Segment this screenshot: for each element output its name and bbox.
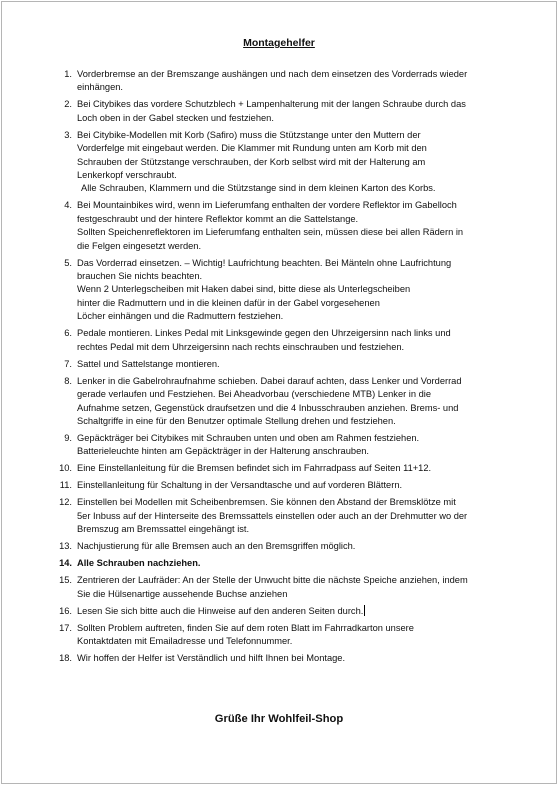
list-item-text: Lenker in die Gabelrohraufnahme schieben. Dabei darauf achten, dass Lenker und Vorderrad	[77, 375, 462, 386]
list-item	[54, 199, 514, 253]
list-item-text: Lenkerkopf verschraubt.	[77, 170, 177, 181]
list-item-number: 1.	[64, 69, 72, 79]
list-item-text: Sollten Speichenreflektoren im Lieferumfang enthalten sein, müssen diese bei allen Rädern in	[77, 227, 464, 238]
list-item	[54, 432, 514, 459]
list-item-number: 4.	[64, 200, 72, 211]
list-item-text: Pedale montieren. Linkes Pedal mit Linksgewinde gegen den Uhrzeigersinn nach links und	[77, 328, 451, 339]
instruction-list	[54, 68, 514, 669]
list-item-text: Bremszug am Bremssattel eingehängt ist.	[77, 524, 250, 535]
list-item-text: Bei Mountainbikes wird, wenn im Lieferumfang enthalten der vordere Reflektor im Gabelloch	[77, 200, 457, 211]
list-item-number: 15.	[59, 575, 72, 586]
list-item	[54, 462, 514, 475]
list-item-text: Das Vorderrad einsetzen. – Wichtig! Laufrichtung beachten. Bei Mänteln ohne Laufrichtung	[77, 257, 452, 268]
list-item-text: festgeschraubt und der hintere Reflektor kommt an die Sattelstange.	[77, 213, 359, 224]
list-item-text: Zentrieren der Laufräder: An der Stelle der Unwucht bitte die nächste Speiche anziehen, indem	[77, 575, 468, 586]
list-item-text: Loch oben in der Gabel stecken und festziehen.	[77, 112, 274, 123]
list-item-text: Nachjustierung für alle Bremsen auch an den Bremsgriffen möglich.	[77, 541, 356, 552]
list-item-number: 11.	[59, 480, 72, 491]
list-item	[54, 605, 514, 618]
list-item-number: 9.	[64, 432, 72, 443]
list-item	[54, 257, 514, 324]
list-item-number: 13.	[59, 541, 72, 552]
list-item	[54, 68, 514, 95]
list-item-text: gerade verlaufen und Festziehen. Bei Aheadvorbau (verschiedene MTB) Lenker in die	[77, 389, 432, 400]
list-item-number: 2.	[64, 99, 72, 110]
list-item-text: 5er Inbuss auf der Hinterseite des Bremssattels einstellen oder auch an der Drehmutter wo der	[77, 510, 468, 521]
list-item-text: Sattel und Sattelstange montieren.	[77, 358, 220, 369]
list-item-number: 14.	[59, 558, 72, 569]
list-item-text: brauchen Sie nichts beachten.	[77, 271, 203, 282]
list-item-text: Gepäckträger bei Citybikes mit Schrauben unten und oben am Rahmen festziehen.	[77, 432, 420, 443]
list-item-text: einhängen.	[77, 82, 124, 93]
list-item-text: Lesen Sie sich bitte auch die Hinweise auf den anderen Seiten durch.	[77, 605, 364, 616]
list-item-text: Alle Schrauben nachziehen.	[77, 558, 201, 569]
list-item	[54, 479, 514, 492]
list-item-text: Schaltgriffe in eine für den Benutzer optimale Stellung drehen und festziehen.	[77, 415, 396, 426]
list-item-number: 6.	[64, 328, 72, 339]
list-item	[54, 375, 514, 429]
list-item	[54, 327, 514, 354]
list-item-text: Eine Einstellanleitung für die Bremsen befindet sich im Fahrradpass auf Seiten 11+12.	[77, 463, 432, 474]
list-item-text: Sollten Problem auftreten, finden Sie auf dem roten Blatt im Fahrradkarton unsere	[77, 622, 414, 633]
list-item-text: Einstellanleitung für Schaltung in der Versandtasche und auf vorderen Blättern.	[77, 480, 403, 491]
list-item-text: Schrauben der Stützstange verschrauben, der Korb selbst wird mit der Halterung am	[77, 156, 426, 167]
list-item-text: Vorderbremse an der Bremszange aushängen und nach dem einsetzen des Vorderrads wieder	[77, 69, 468, 79]
list-item	[54, 358, 514, 371]
list-item-text: Kontaktdaten mit Emailadresse und Telefonnummer.	[77, 635, 293, 646]
list-item-text: Wir hoffen der Helfer ist Verständlich und hilft Ihnen bei Montage.	[77, 652, 346, 663]
text-cursor	[364, 605, 365, 616]
list-item-text: Löcher einhängen und die Radmuttern festziehen.	[77, 311, 284, 322]
list-item	[54, 129, 514, 196]
list-item-number: 5.	[64, 257, 72, 268]
list-item-number: 7.	[64, 358, 72, 369]
document-title: Montagehelfer	[243, 37, 315, 49]
list-item-text: die Felgen eingesetzt werden.	[77, 240, 202, 251]
list-item-text: Bei Citybike-Modellen mit Korb (Safiro) muss die Stützstange unter den Muttern der	[77, 129, 421, 140]
list-item-text: Vorderfelge mit eingebaut werden. Die Klammer mit Rundung unten am Korb mit den	[77, 143, 427, 154]
list-item-number: 8.	[64, 375, 72, 386]
list-item-text: Einstellen bei Modellen mit Scheibenbremsen. Sie können den Abstand der Bremsklötze mit	[77, 497, 456, 508]
document-footer: Grüße Ihr Wohlfeil-Shop	[214, 713, 344, 725]
list-item-number: 18.	[59, 652, 72, 663]
list-item-text: Batterieleuchte hinten am Gepäckträger in der Halterung anschrauben.	[77, 446, 369, 457]
list-item	[54, 557, 514, 570]
document-page	[1, 1, 557, 784]
list-item-text: Bei Citybikes das vordere Schutzblech + Lampenhalterung mit der langen Schraube durch das	[77, 99, 466, 110]
list-item	[54, 574, 514, 601]
list-item-text: Aufnahme setzen, Gegenstück draufsetzen und die 4 Inbusschrauben anziehen. Brems- und	[77, 402, 459, 413]
list-item	[54, 98, 514, 125]
list-item-text: rechtes Pedal mit dem Uhrzeigersinn nach rechts einschrauben und festziehen.	[77, 341, 405, 352]
list-item	[54, 652, 514, 665]
list-item-number: 10.	[59, 463, 72, 474]
list-item	[54, 540, 514, 553]
list-item	[54, 622, 514, 649]
list-item-text: hinter die Radmuttern und in die kleinen dafür in der Gabel vorgesehenen	[77, 297, 380, 308]
list-item-number: 17.	[59, 622, 72, 633]
list-item-number: 3.	[64, 129, 72, 140]
list-item-text: Wenn 2 Unterlegscheiben mit Haken dabei sind, bitte diese als Unterlegscheiben	[77, 284, 411, 295]
list-item-text: Alle Schrauben, Klammern und die Stützstange sind in dem kleinen Karton des Korbs.	[81, 183, 436, 194]
list-item-number: 16.	[59, 605, 72, 616]
list-item-number: 12.	[59, 497, 72, 508]
list-item-text: Sie die Hülsenartige aussehende Buchse anziehen	[77, 588, 288, 599]
list-item	[54, 496, 514, 536]
